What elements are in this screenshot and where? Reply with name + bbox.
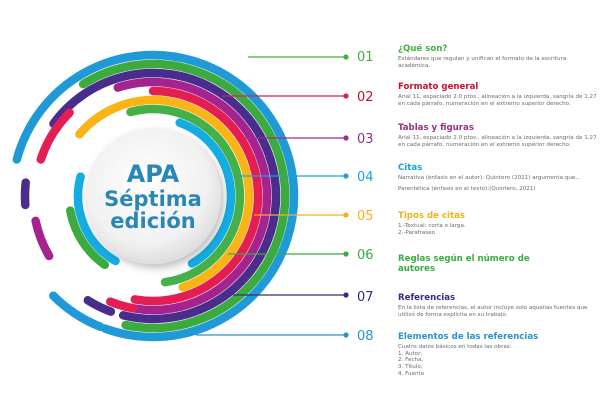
item-text: Arial 11, espaciado 2.0 ptos., alineación a la izquierda, sangría de 1.27 en cada párrafo, numeración en el extremo superior derecho. (398, 94, 597, 108)
item-title: ¿Qué son? (398, 44, 448, 54)
item-block-03 (398, 123, 598, 154)
item-text: 4. Fuente (398, 370, 425, 377)
item-number-07: 07 (357, 290, 374, 305)
item-number-01: 01 (357, 50, 374, 65)
ring-arc-magenta-left (36, 221, 50, 256)
item-title: Tipos de citas (398, 211, 466, 221)
item-block-01 (398, 44, 598, 75)
connector-dot-3 (343, 135, 348, 140)
item-block-07 (398, 293, 598, 324)
item-title: Citas (398, 163, 423, 173)
center-title-line3: edición (110, 208, 196, 233)
item-block-05 (398, 211, 598, 238)
item-text: Parentética (énfasis en el texto):(Quintero, 2021) (398, 186, 536, 193)
item-text: 1. Autor, (398, 350, 423, 357)
connector-dot-7 (343, 292, 348, 297)
item-text: 3. Título, (398, 364, 423, 371)
item-block-06 (398, 255, 548, 277)
item-text: Estándares que regulan y unifican el formato de la escritura académica. (398, 56, 567, 70)
connector-dot-2 (343, 93, 348, 98)
item-number-03: 03 (357, 132, 374, 147)
item-title: Reglas según el número de autores (398, 254, 530, 274)
connector-dot-5 (343, 212, 348, 217)
item-title: Referencias (398, 293, 456, 303)
item-title: Tablas y figuras (398, 123, 474, 133)
item-text: 1.-Textual: corta o larga. (398, 223, 466, 229)
connector-dot-6 (343, 251, 348, 256)
item-text: 2. Fecha, (398, 357, 424, 364)
item-text: Cuatro datos básicos en todas las obras: (398, 344, 512, 350)
item-number-04: 04 (357, 170, 374, 185)
connector-dot-1 (343, 54, 348, 59)
item-block-08 (398, 332, 598, 378)
item-number-06: 06 (357, 248, 374, 263)
center-title-line2: Séptima (104, 186, 202, 211)
item-title: Elementos de las referencias (398, 332, 539, 342)
item-text: 2.-Parafraseo (398, 230, 436, 237)
item-number-08: 08 (357, 329, 374, 344)
connector-dot-8 (343, 332, 348, 337)
item-text: En la lista de referencias, el autor incluye solo aquellas fuentes que utilizó de forma explícita en su trabajo. (398, 305, 588, 319)
center-title (85, 130, 221, 264)
item-block-04 (398, 163, 598, 198)
ring-arc-purple-left (25, 183, 26, 205)
center-title-line1: APA (126, 160, 180, 189)
item-title: Formato general (398, 82, 479, 92)
ring-arc-red-bottom (110, 302, 133, 309)
item-number-05: 05 (357, 209, 374, 224)
connector-dot-4 (343, 173, 348, 178)
item-text: Narrativa (énfasis en el autor): Quintero (2021) argumenta que... (398, 175, 581, 181)
item-block-02 (398, 82, 598, 113)
item-number-02: 02 (357, 90, 374, 105)
item-text: Arial 11, espaciado 2.0 ptos., alineación a la izquierda, sangría de 1.27 en cada párrafo, numeración en el extremo superior derecho. (398, 135, 597, 149)
